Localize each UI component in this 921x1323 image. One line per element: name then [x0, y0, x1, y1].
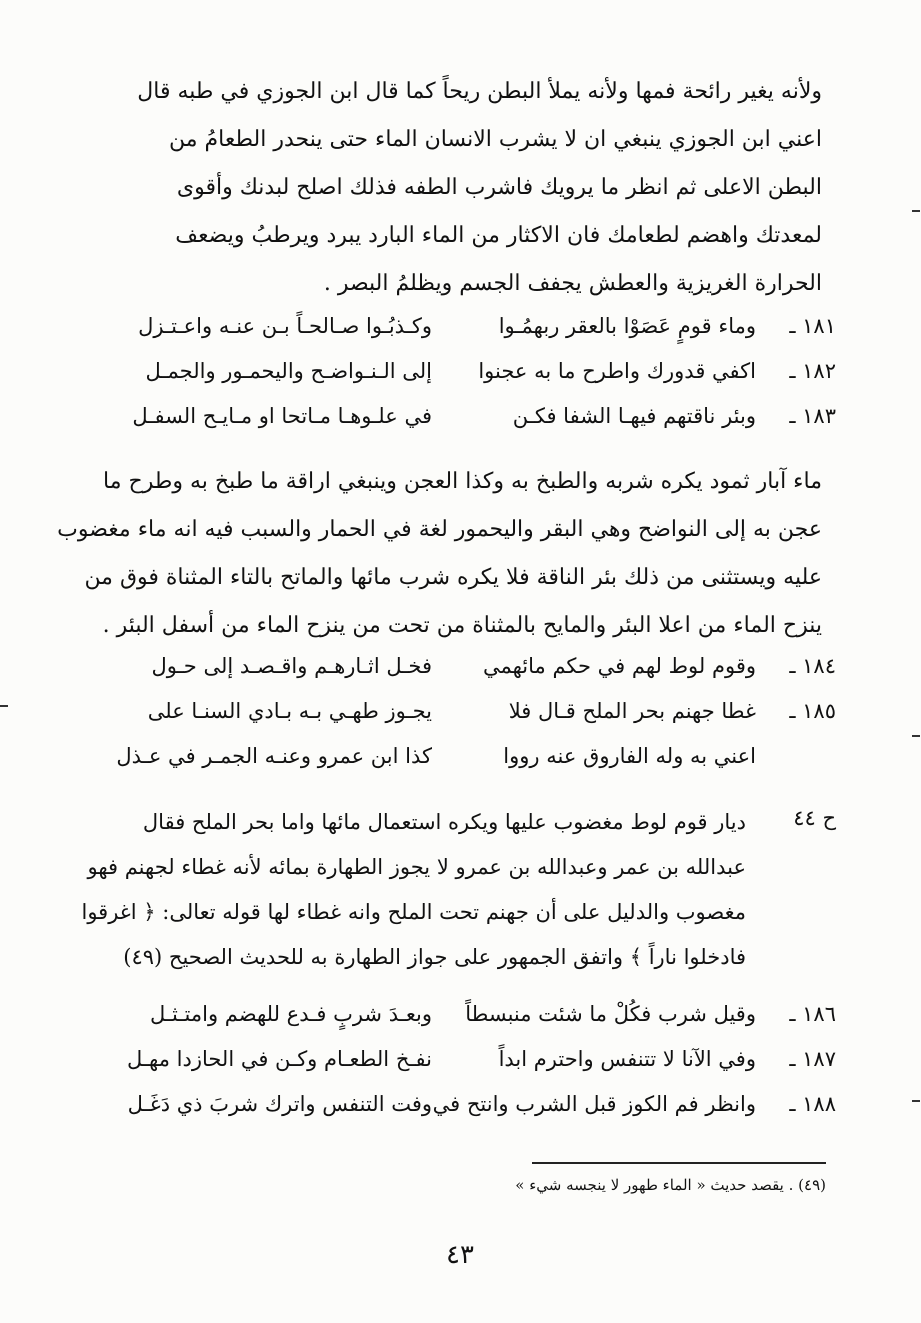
text-line: الحرارة الغريزية والعطش يجفف الجسم ويظلمُ البصر .: [323, 271, 822, 296]
verse-second-hemistich: نفـخ الطعـام وكـن في الحازدا مهـل: [126, 1047, 432, 1071]
verse-number: ١٨٣ ـ: [789, 404, 836, 428]
verse-number: ١٨٨ ـ: [789, 1092, 836, 1116]
verse-185-continuation: [82, 738, 836, 783]
verse-second-hemistich: إلى الـنـواضـح واليحمـور والجمـل: [145, 359, 432, 383]
scan-mark: [912, 735, 920, 737]
verse-group-1: [82, 308, 836, 443]
text-line: لمعدتك واهضم لطعامك فان الاكثار من الماء البارد يبرد ويرطبُ ويضعف: [175, 223, 822, 248]
paragraph-1: [82, 68, 822, 308]
verse-second-hemistich: وفت التنفس واترك شربَ ذي دَغَـل: [127, 1092, 432, 1116]
verse-185: [82, 693, 836, 738]
verse-187: [82, 1041, 836, 1086]
verse-181: [82, 308, 836, 353]
scan-mark: [912, 210, 920, 212]
verse-first-hemistich: وانظر فم الكوز قبل الشرب وانتح في: [432, 1092, 756, 1116]
text-line: ديار قوم لوط مغضوب عليها ويكره استعمال مائها واما بحر الملح فقال: [142, 810, 746, 834]
verse-first-hemistich: وقيل شرب فكُلْ ما شئت منبسطاً: [465, 1002, 756, 1026]
scan-mark: [912, 1100, 920, 1102]
verse-number: ١٨١ ـ: [789, 314, 836, 338]
verse-second-hemistich: فخـل اثـارهـم واقـصـد إلى حـول: [151, 654, 432, 678]
verse-second-hemistich: كذا ابن عمرو وعنـه الجمـر في عـذل: [116, 744, 432, 768]
commentary-44: [82, 800, 836, 990]
verse-second-hemistich: يجـوز طهـي بـه بـادي السنـا على: [147, 699, 432, 723]
verse-first-hemistich: اكفي قدورك واطرح ما به عجنوا: [478, 359, 756, 383]
scan-mark: [0, 705, 8, 707]
text-line: فادخلوا ناراً ﴾ واتفق الجمهور على جواز الطهارة به للحديث الصحيح (٤٩): [123, 945, 746, 969]
commentary-text: [82, 800, 746, 980]
verse-first-hemistich: وماء قومٍ عَصَوْا بالعقر ربهمُـوا: [498, 314, 756, 338]
verse-183: [82, 398, 836, 443]
verse-number: ١٨٦ ـ: [789, 1002, 836, 1026]
verse-first-hemistich: وفي الآنا لا تتنفس واحترم ابداً: [498, 1047, 756, 1071]
text-line: ماء آبار ثمود يكره شربه والطبخ به وكذا العجن وينبغي اراقة ما طبخ به وطرح ما: [103, 469, 822, 494]
text-line: عليه ويستثنى من ذلك بئر الناقة فلا يكره شرب مائها والماتح بالتاء المثناة فوق من: [84, 565, 822, 590]
verse-number: ١٨٤ ـ: [789, 654, 836, 678]
paragraph-2: [57, 458, 822, 650]
text-line: عجن به إلى النواضح وهي البقر واليحمور لغة في الحمار والسبب فيه انه ماء مغضوب: [57, 517, 822, 542]
text-line: اعني ابن الجوزي ينبغي ان لا يشرب الانسان الماء حتى ينحدر الطعامُ من: [169, 127, 822, 152]
page-number: ٤٣: [446, 1240, 474, 1270]
verse-first-hemistich: اعني به وله الفاروق عنه رووا: [503, 744, 756, 768]
verse-first-hemistich: غطا جهنم بحر الملح قـال فلا: [508, 699, 756, 723]
footnote: (٤٩) . يقصد حديث « الماء طهور لا ينجسه شيء »: [515, 1176, 826, 1194]
verse-number: ١٨٧ ـ: [789, 1047, 836, 1071]
verse-second-hemistich: وكـذبُـوا صـالحـاً بـن عنـه واعـتـزل: [138, 314, 432, 338]
verse-188: [82, 1086, 836, 1131]
verse-second-hemistich: وبعـدَ شربٍ فـدع للهضم وامتـثـل: [149, 1002, 432, 1026]
verse-184: [82, 648, 836, 693]
text-line: عبدالله بن عمر وعبدالله بن عمرو لا يجوز الطهارة بمائه لأنه غطاء لجهنم فهو: [87, 855, 746, 879]
verse-group-2: [82, 648, 836, 783]
verse-number: ١٨٢ ـ: [789, 359, 836, 383]
verse-first-hemistich: وبئر ناقتهم فيهـا الشفا فكـن: [512, 404, 756, 428]
verse-second-hemistich: في علـوهـا مـاتحا او مـايـح السفـل: [132, 404, 432, 428]
text-line: البطن الاعلى ثم انظر ما يرويك فاشرب الطفه فذلك اصلح لبدنك وأقوى: [176, 175, 822, 200]
text-line: مغصوب والدليل على أن جهنم تحت الملح وانه غطاء لها قوله تعالى: ﴿ اغرقوا: [81, 900, 746, 924]
footnote-divider: [532, 1162, 826, 1164]
text-line: ينزح الماء من اعلا البئر والمايح بالمثناة من تحت من ينزح الماء من أسفل البئر .: [102, 613, 822, 638]
verse-group-3: [82, 996, 836, 1131]
verse-number: ١٨٥ ـ: [789, 699, 836, 723]
verse-186: [82, 996, 836, 1041]
verse-first-hemistich: وقوم لوط لهم في حكم مائهمي: [482, 654, 756, 678]
verse-182: [82, 353, 836, 398]
text-line: ولأنه يغير رائحة فمها ولأنه يملأ البطن ريحاً كما قال ابن الجوزي في طبه قال: [137, 79, 822, 104]
commentary-label: ح ٤٤: [793, 806, 836, 830]
